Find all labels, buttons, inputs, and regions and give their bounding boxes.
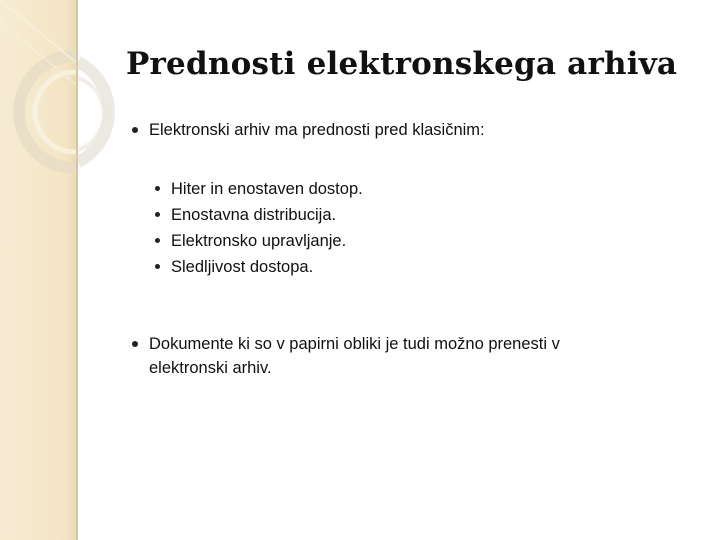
- sub-bullet-item: [155, 254, 655, 280]
- decorative-ring-overlap-icon: [0, 0, 160, 220]
- sub-bullet-text: Enostavna distribucija.: [171, 206, 337, 224]
- sub-bullet-dot-icon: [155, 186, 160, 191]
- sub-bullet-item: [155, 228, 655, 254]
- sub-bullet-dot-icon: [155, 238, 160, 243]
- bullet-item: [132, 332, 632, 380]
- sub-bullet-text: Sledljivost dostopa.: [171, 258, 314, 276]
- sub-bullet-list: [155, 176, 655, 280]
- sub-bullet-item: [155, 202, 655, 228]
- sub-bullet-dot-icon: [155, 264, 160, 269]
- sub-bullet-text: Elektronsko upravljanje.: [171, 232, 347, 250]
- bullet-item: [132, 118, 692, 142]
- bullet-text: Dokumente ki so v papirni obliki je tudi možno prenesti v elektronski arhiv.: [149, 335, 560, 377]
- sub-bullet-text: Hiter in enostaven dostop.: [171, 180, 363, 198]
- sub-bullet-item: [155, 176, 655, 202]
- bullet-dot-icon: [132, 127, 138, 133]
- bullet-text: Elektronski arhiv ma prednosti pred klasičnim:: [149, 121, 485, 139]
- sub-bullet-dot-icon: [155, 212, 160, 217]
- bullet-dot-icon: [132, 341, 138, 347]
- slide-title: Prednosti elektronskega arhiva: [126, 46, 678, 82]
